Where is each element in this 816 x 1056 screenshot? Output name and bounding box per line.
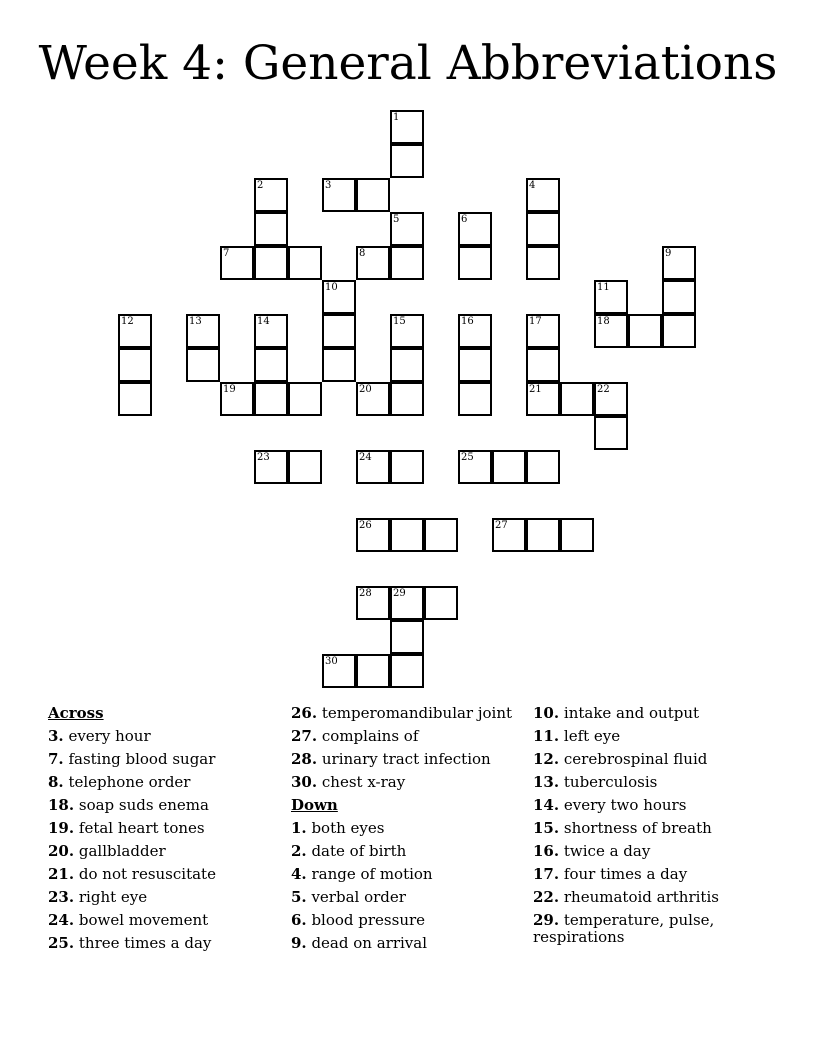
cell-number: 29 — [393, 588, 406, 599]
crossword-cell[interactable] — [356, 586, 390, 620]
crossword-cell[interactable] — [458, 314, 492, 348]
crossword-cell[interactable] — [492, 450, 526, 484]
crossword-cell[interactable] — [390, 314, 424, 348]
across-clue: 25. three times a day — [48, 934, 212, 952]
cell-number: 4 — [529, 180, 536, 191]
clue-column-1 — [48, 702, 216, 955]
crossword-cell[interactable] — [662, 314, 696, 348]
page-title: Week 4: General Abbreviations — [38, 36, 778, 91]
down-clue: 11. left eye — [533, 727, 621, 745]
cell-number: 2 — [257, 180, 264, 191]
crossword-cell[interactable] — [254, 382, 288, 416]
crossword-cell[interactable] — [390, 654, 424, 688]
crossword-cell[interactable] — [254, 450, 288, 484]
crossword-cell[interactable] — [526, 246, 560, 280]
crossword-cell[interactable] — [390, 144, 424, 178]
crossword-cell[interactable] — [356, 246, 390, 280]
down-clue: 4. range of motion — [291, 865, 433, 883]
cell-number: 12 — [121, 316, 134, 327]
cell-number: 7 — [223, 248, 230, 259]
crossword-cell[interactable] — [322, 314, 356, 348]
cell-number: 22 — [597, 384, 610, 395]
cell-number: 16 — [461, 316, 474, 327]
crossword-cell[interactable] — [594, 382, 628, 416]
down-clue: 1. both eyes — [291, 819, 385, 837]
across-clue: 3. every hour — [48, 727, 151, 745]
across-clue: 21. do not resuscitate — [48, 865, 216, 883]
cell-number: 24 — [359, 452, 372, 463]
crossword-cell[interactable] — [118, 348, 152, 382]
cell-number: 30 — [325, 656, 338, 667]
cell-number: 6 — [461, 214, 468, 225]
crossword-cell[interactable] — [424, 586, 458, 620]
crossword-cell[interactable] — [390, 110, 424, 144]
cell-number: 17 — [529, 316, 542, 327]
cell-number: 28 — [359, 588, 372, 599]
cell-number: 20 — [359, 384, 372, 395]
cell-number: 9 — [665, 248, 672, 259]
down-clue: 6. blood pressure — [291, 911, 426, 929]
cell-number: 23 — [257, 452, 270, 463]
clue-column-3 — [533, 702, 743, 946]
across-clue: 7. fasting blood sugar — [48, 750, 216, 768]
crossword-cell[interactable] — [526, 314, 560, 348]
cell-number: 27 — [495, 520, 508, 531]
crossword-cell[interactable] — [390, 518, 424, 552]
crossword-cell[interactable] — [254, 178, 288, 212]
crossword-cell[interactable] — [390, 212, 424, 246]
crossword-cell[interactable] — [288, 246, 322, 280]
crossword-cell[interactable] — [458, 382, 492, 416]
crossword-cell[interactable] — [560, 382, 594, 416]
crossword-cell[interactable] — [288, 382, 322, 416]
crossword-cell[interactable] — [390, 586, 424, 620]
crossword-cell[interactable] — [492, 518, 526, 552]
crossword-cell[interactable] — [390, 348, 424, 382]
across-clue: 24. bowel movement — [48, 911, 209, 929]
crossword-cell[interactable] — [526, 450, 560, 484]
crossword-cell[interactable] — [594, 416, 628, 450]
across-clue: 28. urinary tract infection — [291, 750, 491, 768]
crossword-cell[interactable] — [322, 178, 356, 212]
across-clue: 20. gallbladder — [48, 842, 166, 860]
down-clue: 17. four times a day — [533, 865, 688, 883]
down-clue: 10. intake and output — [533, 704, 700, 722]
crossword-cell[interactable] — [356, 178, 390, 212]
crossword-cell[interactable] — [118, 314, 152, 348]
down-clue: 16. twice a day — [533, 842, 651, 860]
clue-column-2 — [291, 702, 512, 955]
cell-number: 19 — [223, 384, 236, 395]
cell-number: 25 — [461, 452, 474, 463]
crossword-cell[interactable] — [526, 212, 560, 246]
cell-number: 14 — [257, 316, 270, 327]
crossword-cell[interactable] — [118, 382, 152, 416]
cell-number: 13 — [189, 316, 202, 327]
crossword-cell[interactable] — [322, 654, 356, 688]
cell-number: 18 — [597, 316, 610, 327]
crossword-cell[interactable] — [322, 348, 356, 382]
cell-number: 1 — [393, 112, 400, 123]
across-clue: 30. chest x-ray — [291, 773, 406, 791]
crossword-cell[interactable] — [458, 450, 492, 484]
cell-number: 21 — [529, 384, 542, 395]
cell-number: 10 — [325, 282, 338, 293]
crossword-cell[interactable] — [458, 246, 492, 280]
crossword-cell[interactable] — [390, 382, 424, 416]
crossword-cell[interactable] — [356, 450, 390, 484]
crossword-cell[interactable] — [254, 212, 288, 246]
down-clue: 14. every two hours — [533, 796, 687, 814]
crossword-cell[interactable] — [526, 518, 560, 552]
cell-number: 8 — [359, 248, 366, 259]
crossword-cell[interactable] — [186, 314, 220, 348]
down-heading: Down — [291, 796, 338, 814]
across-clue: 18. soap suds enema — [48, 796, 209, 814]
cell-number: 5 — [393, 214, 400, 225]
down-clue: 5. verbal order — [291, 888, 406, 906]
down-clue: 9. dead on arrival — [291, 934, 427, 952]
crossword-cell[interactable] — [322, 280, 356, 314]
crossword-cell[interactable] — [458, 212, 492, 246]
down-clue: 12. cerebrospinal fluid — [533, 750, 708, 768]
crossword-cell[interactable] — [390, 450, 424, 484]
crossword-cell[interactable] — [594, 314, 628, 348]
crossword-cell[interactable] — [458, 348, 492, 382]
down-clue: 22. rheumatoid arthritis — [533, 888, 719, 906]
cell-number: 3 — [325, 180, 332, 191]
crossword-cell[interactable] — [356, 382, 390, 416]
across-clue: 26. temperomandibular joint — [291, 704, 513, 722]
crossword-cell[interactable] — [220, 246, 254, 280]
crossword-cell[interactable] — [220, 382, 254, 416]
crossword-cell[interactable] — [390, 246, 424, 280]
crossword-cell[interactable] — [254, 246, 288, 280]
across-clue: 27. complains of — [291, 727, 419, 745]
crossword-cell[interactable] — [356, 654, 390, 688]
crossword-cell[interactable] — [288, 450, 322, 484]
crossword-cell[interactable] — [254, 314, 288, 348]
crossword-cell[interactable] — [594, 280, 628, 314]
crossword-cell[interactable] — [526, 178, 560, 212]
crossword-cell[interactable] — [254, 348, 288, 382]
crossword-cell[interactable] — [526, 382, 560, 416]
across-clue: 19. fetal heart tones — [48, 819, 205, 837]
across-heading: Across — [48, 704, 104, 722]
crossword-cell[interactable] — [526, 348, 560, 382]
across-clue: 23. right eye — [48, 888, 148, 906]
crossword-cell[interactable] — [356, 518, 390, 552]
across-clue: 8. telephone order — [48, 773, 191, 791]
crossword-cell[interactable] — [662, 246, 696, 280]
crossword-cell[interactable] — [390, 620, 424, 654]
down-clue: 2. date of birth — [291, 842, 407, 860]
down-clue: 13. tuberculosis — [533, 773, 658, 791]
down-clue: 15. shortness of breath — [533, 819, 712, 837]
cell-number: 11 — [597, 282, 610, 293]
down-clue: 29. temperature, pulse, respirations — [533, 911, 715, 946]
crossword-cell[interactable] — [628, 314, 662, 348]
crossword-cell[interactable] — [424, 518, 458, 552]
cell-number: 26 — [359, 520, 372, 531]
crossword-cell[interactable] — [186, 348, 220, 382]
cell-number: 15 — [393, 316, 406, 327]
crossword-cell[interactable] — [560, 518, 594, 552]
crossword-cell[interactable] — [662, 280, 696, 314]
